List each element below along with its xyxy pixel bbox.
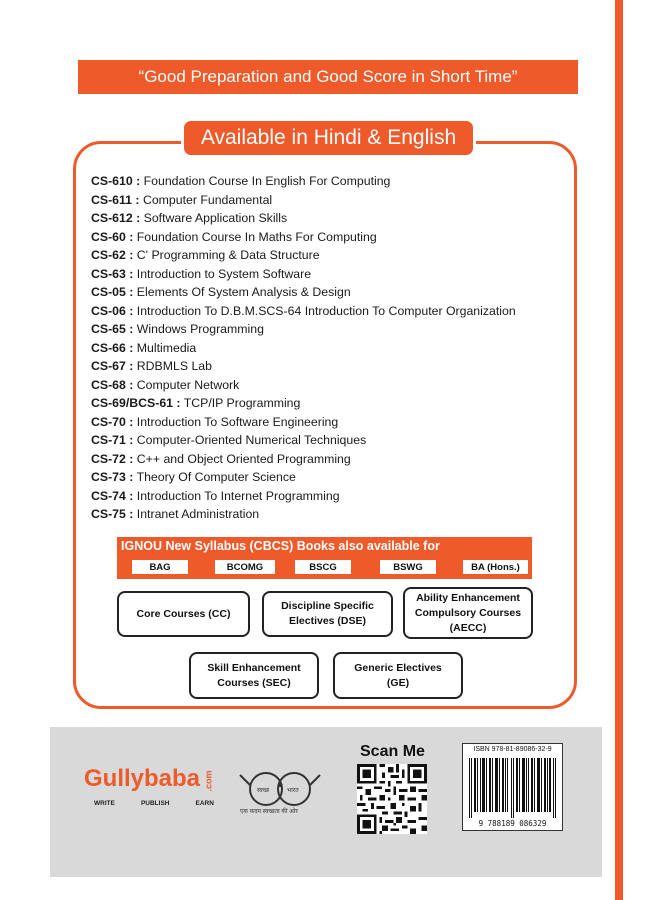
swachh-bharat-glasses-icon <box>238 763 323 813</box>
course-code: CS-63 : <box>91 266 134 281</box>
ge-pill <box>333 652 463 699</box>
course-code: CS-612 : <box>91 211 141 225</box>
ge-label-line2: (GE) <box>386 676 410 689</box>
course-code: CS-75 : <box>91 507 134 521</box>
course-title: Computer Fundamental <box>142 192 273 207</box>
course-title: Introduction To Internet Programming <box>136 488 340 503</box>
program-badge: BAG <box>132 560 188 574</box>
course-code: CS-71 : <box>91 433 134 447</box>
program-badge: BA (Hons.) <box>463 560 528 574</box>
dse-pill <box>262 591 393 637</box>
course-code: CS-05 : <box>91 285 134 299</box>
course-item <box>91 413 581 432</box>
course-item <box>91 468 581 487</box>
qr-code-icon[interactable] <box>357 764 427 834</box>
course-title: Computer Network <box>136 377 240 392</box>
course-title: Software Application Skills <box>143 211 288 225</box>
dse-label-line1: Discipline Specific <box>281 600 374 612</box>
brand-suffix: .com <box>203 770 214 792</box>
aecc-pill <box>403 587 533 639</box>
course-item <box>91 339 581 358</box>
course-title: Elements Of System Analysis & Design <box>136 285 351 299</box>
course-list <box>91 172 581 524</box>
course-title: Theory Of Computer Science <box>136 470 296 484</box>
course-item <box>91 431 581 450</box>
course-title: Foundation Course In English For Computing <box>143 174 391 188</box>
course-item <box>91 209 581 228</box>
course-code: CS-06 : <box>91 303 134 318</box>
course-code: CS-70 : <box>91 414 134 429</box>
course-title: RDBMLS Lab <box>136 359 212 373</box>
course-title: C++ and Object Oriented Programming <box>136 451 351 466</box>
course-title: TCP/IP Programming <box>183 396 301 410</box>
sec-label-line2: Courses (SEC) <box>217 676 291 689</box>
brand-name: Gullybaba <box>84 765 201 792</box>
core-courses-pill <box>117 591 250 637</box>
core-courses-label: Core Courses (CC) <box>136 607 231 620</box>
barcode-icon <box>469 758 557 818</box>
course-item <box>91 320 581 339</box>
course-item <box>91 357 581 376</box>
course-code: CS-62 : <box>91 248 134 262</box>
tagline-text: “Good Preparation and Good Score in Short Time” <box>138 67 518 86</box>
aecc-label-line3: (AECC) <box>449 621 487 634</box>
sec-pill <box>189 652 319 699</box>
course-item <box>91 283 581 302</box>
swachh-caption: एक कदम स्वच्छता की ओर <box>240 809 298 815</box>
course-item <box>91 450 581 469</box>
ignou-title: IGNOU New Syllabus (CBCS) Books also available for <box>121 539 440 553</box>
tagline-banner <box>78 60 578 94</box>
course-title: Computer-Oriented Numerical Techniques <box>136 433 367 447</box>
course-code: CS-69/BCS-61 : <box>91 396 181 410</box>
motto-word: EARN <box>195 800 214 807</box>
course-code: CS-65 : <box>91 322 134 336</box>
right-accent-bar <box>615 0 623 900</box>
course-code: CS-610 : <box>91 174 141 188</box>
program-badge: BSCG <box>295 560 351 574</box>
course-item <box>91 487 581 506</box>
isbn-number: ISBN 978-81-89086-32-9 <box>473 746 552 753</box>
motto-word: PUBLISH <box>140 800 170 807</box>
swachh-right-word: भारत <box>287 787 299 794</box>
sec-label-line1: Skill Enhancement <box>207 661 301 674</box>
availability-banner <box>181 118 476 158</box>
course-code: CS-73 : <box>91 470 134 484</box>
course-code: CS-60 : <box>91 229 134 244</box>
scan-me-label: Scan Me <box>360 743 425 760</box>
course-title: C' Programming & Data Structure <box>136 248 320 262</box>
isbn-barcode <box>462 743 563 831</box>
course-item <box>91 376 581 395</box>
course-title: Foundation Course In Maths For Computing <box>136 229 377 244</box>
course-item <box>91 265 581 284</box>
course-item <box>91 394 581 413</box>
gullybaba-logo <box>84 765 221 793</box>
brand-motto <box>94 800 214 807</box>
course-item <box>91 505 581 524</box>
course-title: Multimedia <box>136 340 197 355</box>
course-code: CS-66 : <box>91 340 134 355</box>
course-code: CS-67 : <box>91 359 134 373</box>
barcode-digits: 9 788189 086329 <box>478 819 547 828</box>
course-title: Introduction To Software Engineering <box>136 414 339 429</box>
course-title: Intranet Administration <box>136 507 260 521</box>
course-item <box>91 246 581 265</box>
program-badge: BSWG <box>380 560 436 574</box>
motto-word: WRITE <box>94 800 115 807</box>
ge-label-line1: Generic Electives <box>354 661 442 674</box>
course-title: Introduction To D.B.M.SCS-64 Introduction To Computer Organization <box>136 303 516 318</box>
ignou-syllabus-banner <box>117 537 532 579</box>
course-item <box>91 228 581 247</box>
course-title: Introduction to System Software <box>136 266 312 281</box>
course-code: CS-611 : <box>91 192 140 207</box>
course-code: CS-68 : <box>91 377 134 392</box>
aecc-label-line1: Ability Enhancement <box>416 591 520 604</box>
course-item <box>91 191 581 210</box>
availability-text: Available in Hindi & English <box>200 126 457 149</box>
course-code: CS-72 : <box>91 451 134 466</box>
course-title: Windows Programming <box>136 322 264 336</box>
program-badge: BCOMG <box>215 560 275 574</box>
course-item <box>91 172 581 191</box>
dse-label-line2: Electives (DSE) <box>288 615 367 627</box>
course-item <box>91 302 581 321</box>
aecc-label-line2: Compulsory Courses <box>414 606 522 619</box>
course-code: CS-74 : <box>91 488 134 503</box>
footer-panel <box>50 727 602 877</box>
swachh-left-word: स्वच्छ <box>257 787 270 794</box>
